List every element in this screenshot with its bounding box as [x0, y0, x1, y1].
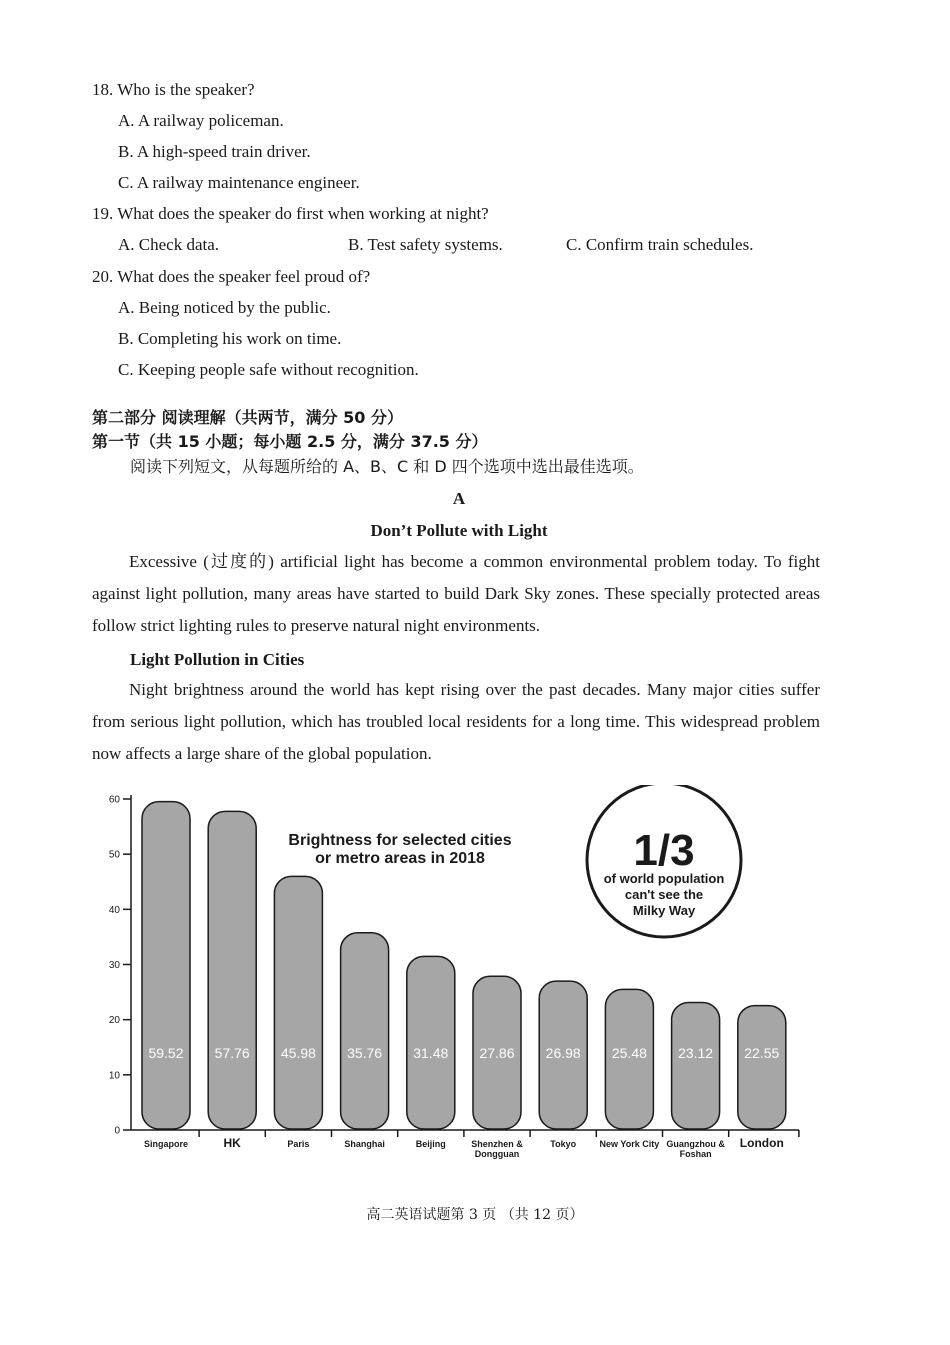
x-category-label: Dongguan — [474, 1149, 520, 1159]
page-footer: 高二英语试题第 3 页 （共 12 页） — [366, 1207, 584, 1223]
bar — [208, 811, 256, 1129]
x-category-label: Foshan — [679, 1149, 712, 1159]
chart-title-line-2: or metro areas in 2018 — [315, 850, 485, 867]
y-tick-label: 0 — [114, 1125, 120, 1137]
passage-title: Don’t Pollute with Light — [370, 521, 548, 540]
question-20-option-b: B. Completing his work on time. — [118, 329, 342, 348]
bar-value-label: 57.76 — [214, 1045, 250, 1061]
brightness-bar-chart — [95, 785, 815, 1170]
y-tick-label: 10 — [108, 1070, 120, 1082]
bar — [142, 802, 190, 1129]
bar — [341, 933, 389, 1129]
question-19-stem: 19. What does the speaker do first when working at night? — [92, 204, 489, 223]
x-category-label: New York City — [599, 1139, 660, 1149]
callout-line-2: can't see the — [624, 887, 704, 902]
passage-subheading: Light Pollution in Cities — [130, 650, 305, 669]
callout-line-3: Milky Way — [632, 903, 696, 918]
bar-value-label: 26.98 — [545, 1045, 581, 1061]
question-20-stem: 20. What does the speaker feel proud of? — [92, 267, 371, 286]
question-18-stem: 18. Who is the speaker? — [92, 80, 255, 99]
callout-line-1: of world population — [603, 871, 725, 886]
callout-fraction: 1/3 — [633, 826, 695, 875]
y-tick-label: 40 — [108, 904, 120, 916]
x-category-label: London — [739, 1136, 784, 1150]
question-19-option-a: A. Check data. — [118, 235, 220, 254]
bar-value-label: 23.12 — [678, 1045, 714, 1061]
x-category-label: HK — [223, 1136, 241, 1150]
y-axis — [109, 795, 131, 1137]
x-category-label: Guangzhou & — [666, 1139, 725, 1149]
x-category-label: Singapore — [143, 1139, 189, 1149]
chart-title-line-1: Brightness for selected cities — [288, 832, 512, 849]
bar-value-label: 35.76 — [347, 1045, 383, 1061]
question-19-option-c: C. Confirm train schedules. — [566, 235, 754, 254]
world-population-callout — [587, 785, 741, 937]
passage-paragraph-1: Excessive (过度的) artificial light has become a common environmental problem today. To fight against light pollution, many areas have started to build Dark Sky zones. These specially protected areas follow strict lighting rules to preserve natural night environments. — [92, 552, 820, 635]
x-category-label: Tokyo — [550, 1139, 577, 1149]
bar — [274, 876, 322, 1129]
y-tick-label: 50 — [108, 849, 120, 861]
bar-value-label: 27.86 — [479, 1045, 515, 1061]
x-category-label: Beijing — [415, 1139, 446, 1149]
x-category-label: Shanghai — [344, 1139, 385, 1149]
bar-value-label: 22.55 — [744, 1045, 780, 1061]
passage-paragraph-2: Night brightness around the world has kept rising over the past decades. Many major cities suffer from serious light pollution, which has troubled local residents for a long time. This widespread problem now affects a large share of the global population. — [92, 680, 820, 763]
bar — [738, 1006, 786, 1129]
x-axis — [131, 1130, 799, 1159]
passage-letter: A — [452, 489, 466, 508]
question-20-option-c: C. Keeping people safe without recognition. — [118, 360, 419, 379]
y-tick-label: 20 — [108, 1015, 120, 1027]
y-tick-label: 60 — [108, 794, 120, 806]
bar — [407, 956, 455, 1129]
bar-value-label: 59.52 — [148, 1045, 184, 1061]
question-18-option-c: C. A railway maintenance engineer. — [118, 173, 360, 192]
reading-instruction: 阅读下列短文，从每题所给的 A、B、C 和 D 四个选项中选出最佳选项。 — [130, 457, 644, 476]
bar-value-label: 31.48 — [413, 1045, 449, 1061]
question-20-option-a: A. Being noticed by the public. — [118, 298, 331, 317]
part-two-title: 第二部分 阅读理解（共两节，满分 50 分） — [92, 408, 403, 427]
bar-value-label: 45.98 — [280, 1045, 316, 1061]
bar — [672, 1002, 720, 1129]
x-category-label: Paris — [287, 1139, 310, 1149]
x-category-label: Shenzhen & — [471, 1139, 523, 1149]
y-tick-label: 30 — [108, 960, 120, 971]
section-one-title: 第一节（共 15 小题；每小题 2.5 分，满分 37.5 分） — [92, 432, 488, 451]
bar-value-label: 25.48 — [611, 1045, 647, 1061]
question-18-option-b: B. A high-speed train driver. — [118, 142, 311, 161]
question-19-option-b: B. Test safety systems. — [348, 235, 503, 254]
question-18-option-a: A. A railway policeman. — [118, 111, 284, 130]
